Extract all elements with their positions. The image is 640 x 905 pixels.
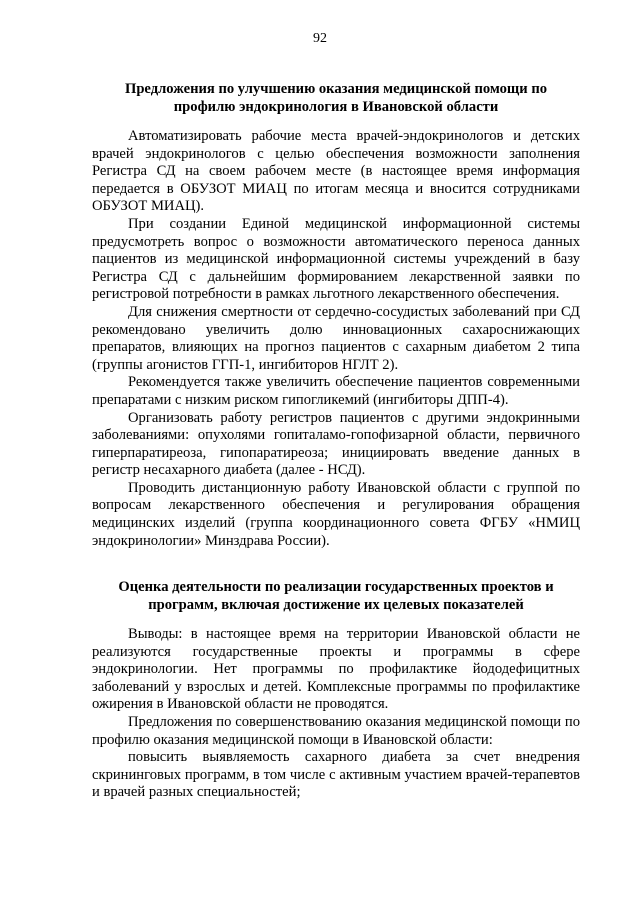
section-body-proposals [92, 128, 580, 550]
paragraph: Проводить дистанционную работу Ивановской области с группой по вопросам лекарственного обеспечения и регулирования обращения медицинских изделий (группа координационного совета ФГБУ «НМИЦ эндокринологии» Минздрава России). [92, 479, 580, 549]
paragraph: Выводы: в настоящее время на территории Ивановской области не реализуются государственные проекты и программы в сфере эндокринологии. Нет программы по профилактике йододефицитных заболеваний у взрослых и детей. Комплексные программы по профилактике ожирения в Ивановской области не проводятся. [92, 626, 580, 713]
section-heading-proposals [92, 80, 580, 116]
heading-line: профилю эндокринология в Ивановской области [173, 99, 499, 115]
heading-line: программ, включая достижение их целевых показателей [148, 597, 524, 613]
paragraph: повысить выявляемость сахарного диабета за счет внедрения скрининговых программ, в том числе с активным участием врачей-терапевтов и врачей разных специальностей; [92, 749, 580, 801]
page-number: 92 [313, 31, 327, 46]
paragraph: Автоматизировать рабочие места врачей-эндокринологов и детских врачей эндокринологов с целью обеспечения возможности заполнения Регистра СД на своем рабочем месте (в настоящее время информация передается в ОБУЗОТ МИАЦ по итогам месяца и вносится сотрудниками ОБУЗОТ МИАЦ). [92, 128, 580, 215]
paragraph: При создании Единой медицинской информационной системы предусмотреть вопрос о возможности автоматического переноса данных пациентов из медицинской информационной системы учреждений в базу Регистра СД с дальнейшим формированием лекарственной заявки по регистровой потребности в рамках льготного лекарственного обеспечения. [92, 215, 580, 303]
paragraph: Рекомендуется также увеличить обеспечение пациентов современными препаратами с низким риском гипогликемий (ингибиторы ДПП-4). [92, 374, 580, 408]
heading-line: Предложения по улучшению оказания медицинской помощи по [124, 81, 548, 97]
section-body-evaluation [92, 626, 580, 802]
paragraph: Организовать работу регистров пациентов с другими эндокринными заболеваниями: опухолями гопиталамо-гопофизарной области, первичного гиперпаратиреоза, гипопаратиреоза; инициировать введение данных в регистр несахарного диабета (далее - НСД). [92, 409, 580, 479]
section-heading-evaluation [92, 578, 580, 614]
heading-line: Оценка деятельности по реализации государственных проектов и [118, 579, 554, 595]
paragraph: Предложения по совершенствованию оказания медицинской помощи по профилю оказания медицинской помощи в Ивановской области: [92, 713, 580, 748]
paragraph: Для снижения смертности от сердечно-сосудистых заболеваний при СД рекомендовано увеличить долю инновационных сахароснижающих препаратов, влияющих на прогноз пациентов с сахарным диабетом 2 типа (группы агонистов ГГП-1, ингибиторов НГЛТ 2). [92, 303, 580, 373]
